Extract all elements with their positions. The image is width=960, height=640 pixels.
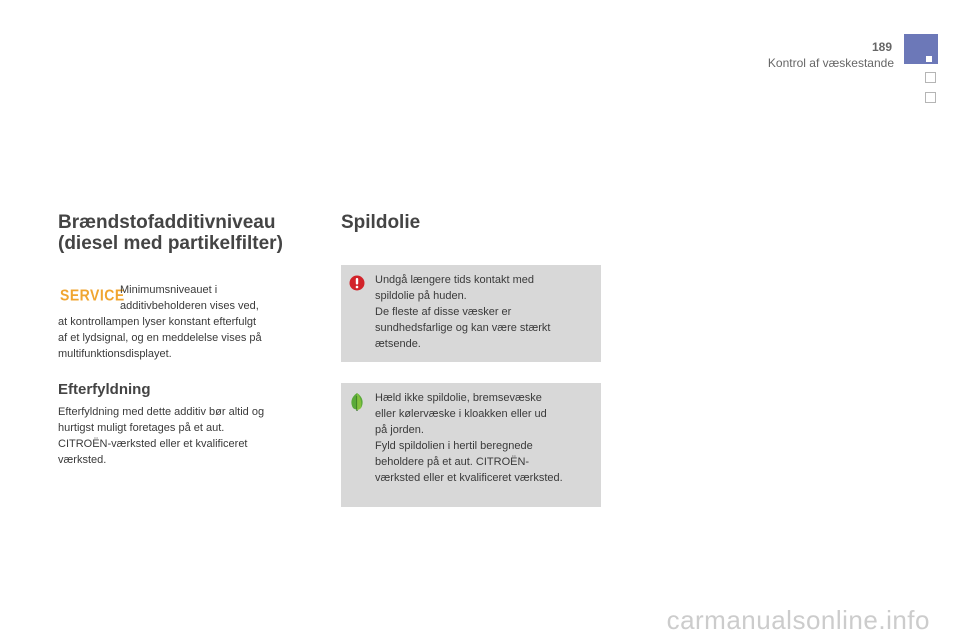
- refill-text: [58, 404, 298, 468]
- text-line: sundhedsfarlige og kan være stærkt: [375, 322, 551, 334]
- text-line: værksted eller et kvalificeret værksted.: [375, 472, 563, 484]
- fuel-additive-title-line1: Brændstofadditivniveau: [58, 212, 276, 233]
- chapter-tab: [904, 34, 938, 64]
- page-number: 189: [871, 40, 892, 54]
- chapter-title: Kontrol af væskestande: [767, 56, 894, 70]
- watermark: carmanualsonline.info: [666, 605, 930, 635]
- refill-title: Efterfyldning: [58, 381, 151, 398]
- chapter-tab-square-2: [925, 92, 936, 103]
- warning-icon: [349, 275, 365, 296]
- text-line: af et lydsignal, og en meddelelse vises på: [58, 332, 262, 344]
- text-line: De fleste af disse væsker er: [375, 306, 512, 318]
- chapter-tab-marker: [926, 56, 932, 62]
- text-line: Minimumsniveauet i: [120, 284, 218, 296]
- text-line: Undgå længere tids kontakt med: [375, 274, 534, 286]
- min-level-text: [58, 314, 298, 362]
- warning-text: [375, 272, 599, 352]
- environment-box: [341, 383, 601, 507]
- text-line: Hæld ikke spildolie, bremsevæske: [375, 392, 542, 404]
- chapter-tab-square-1: [925, 72, 936, 83]
- text-line: multifunktionsdisplayet.: [58, 348, 172, 360]
- text-line: ætsende.: [375, 338, 421, 350]
- text-line: additivbeholderen vises ved,: [120, 300, 259, 312]
- text-line: Fyld spildolien i hertil beregnede: [375, 440, 533, 452]
- fuel-additive-title-line2: (diesel med partikelfilter): [58, 233, 283, 254]
- text-line: værksted.: [58, 454, 107, 466]
- text-line: Efterfyldning med dette additiv bør altid og: [58, 406, 265, 418]
- text-line: på jorden.: [375, 424, 424, 436]
- leaf-icon: [349, 392, 365, 417]
- text-line: beholdere på et aut. CITROËN-: [375, 456, 530, 468]
- text-line: eller kølervæske i kloakken eller ud: [375, 408, 547, 420]
- environment-text: [375, 390, 599, 486]
- text-line: spildolie på huden.: [375, 290, 467, 302]
- spill-oil-title: Spildolie: [341, 212, 421, 233]
- text-line: hurtigst muligt foretages på et aut.: [58, 422, 225, 434]
- text-line: at kontrollampen lyser konstant efterfulgt: [58, 316, 257, 328]
- service-icon: SERVICE: [60, 286, 125, 304]
- min-level-text-indented: [120, 282, 295, 314]
- warning-box: [341, 265, 601, 362]
- text-line: CITROËN-værksted eller et kvalificeret: [58, 438, 248, 450]
- fuel-additive-title: [58, 212, 318, 254]
